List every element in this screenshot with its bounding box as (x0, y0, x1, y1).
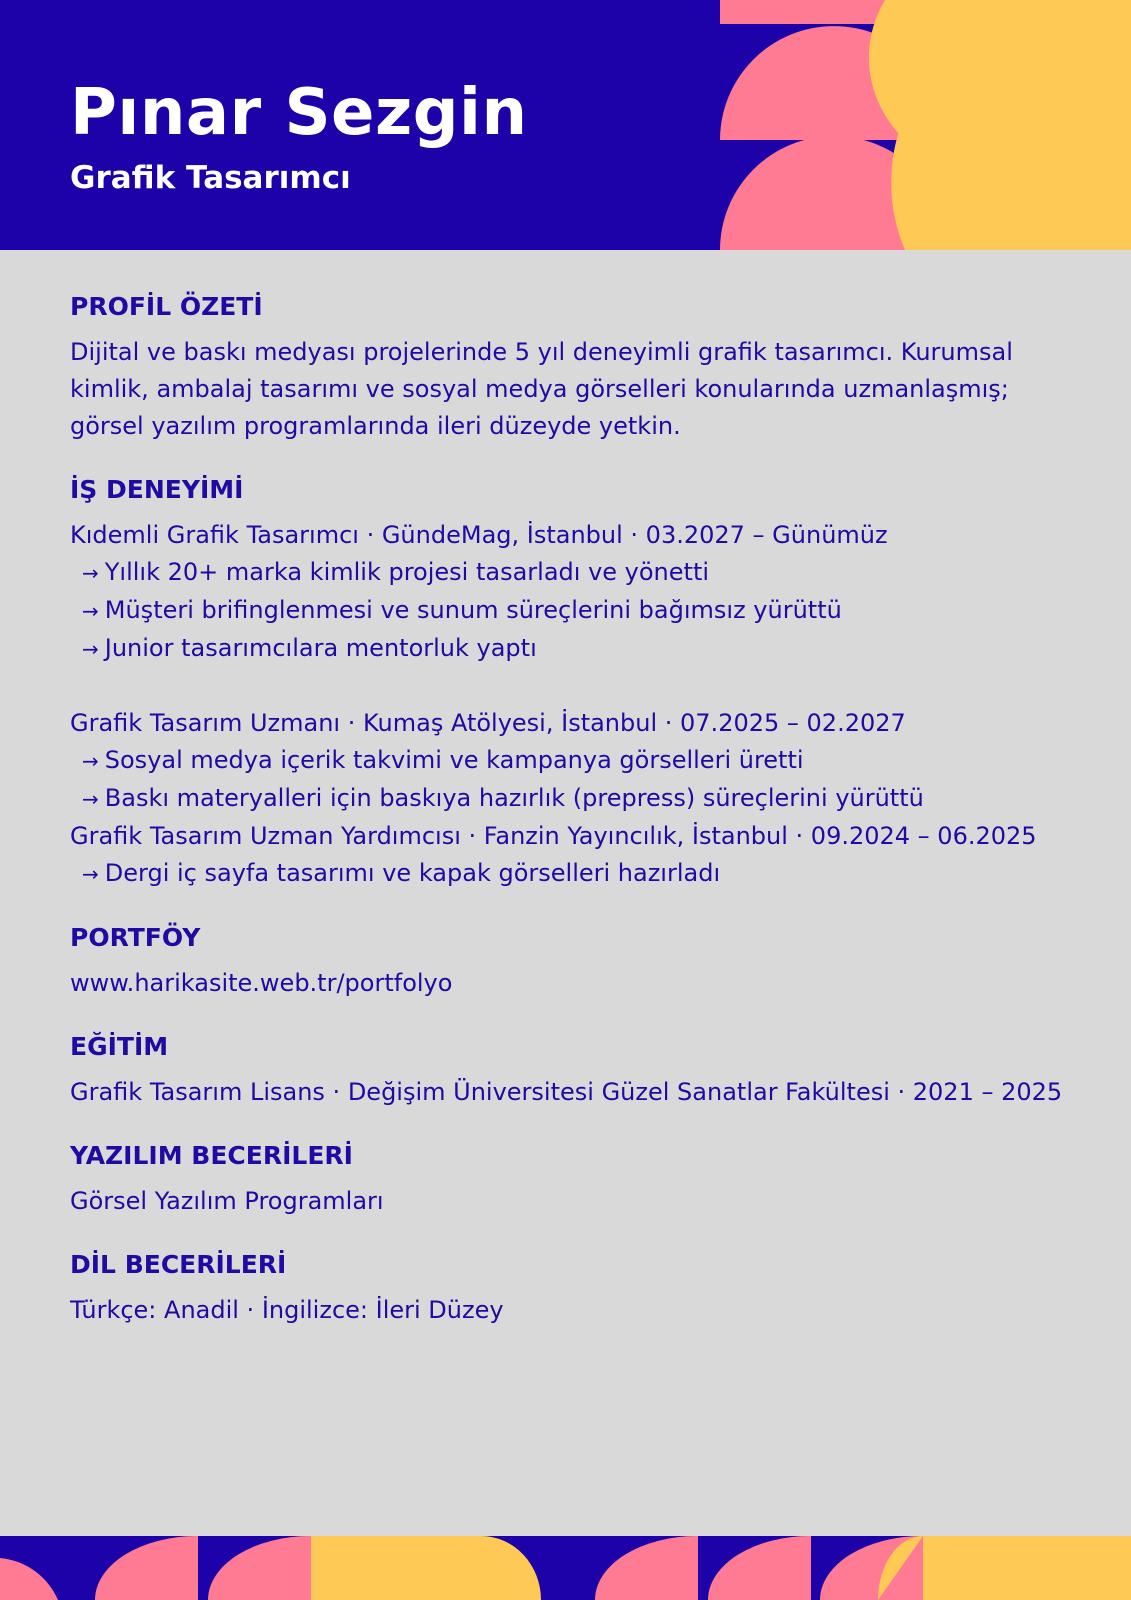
education-section (70, 1030, 1070, 1111)
arrow-icon: → (82, 787, 99, 811)
software-text: Görsel Yazılım Programları (70, 1187, 384, 1215)
experience-heading: İŞ DENEYİMİ (70, 475, 244, 504)
job-bullet: → Dergi iç sayfa tasarımı ve kapak görselleri hazırladı (82, 859, 721, 887)
education-text: Grafik Tasarım Lisans · Değişim Üniversitesi Güzel Sanatlar Fakültesi · 2021 – 2025 (70, 1078, 1063, 1106)
job-bullet: → Junior tasarımcılara mentorluk yaptı (82, 634, 537, 662)
footer-decoration (0, 1536, 1131, 1600)
job-bullet: → Baskı materyalleri için baskıya hazırlık (prepress) süreçlerini yürüttü (82, 784, 924, 812)
candidate-title: Grafik Tasarımcı (70, 160, 351, 196)
job-bullet: → Yıllık 20+ marka kimlik projesi tasarladı ve yönetti (82, 558, 710, 586)
job-entry (70, 818, 1070, 893)
arrow-icon: → (82, 561, 99, 585)
job-entry (70, 705, 1070, 818)
footer-banner (0, 1536, 1131, 1600)
profile-section (70, 290, 1070, 445)
portfolio-heading: PORTFÖY (70, 923, 201, 952)
job-title: Kıdemli Grafik Tasarımcı · GündeMag, İstanbul · 03.2027 – Günümüz (70, 521, 888, 549)
arrow-icon: → (82, 599, 99, 623)
software-heading: YAZILIM BECERİLERİ (70, 1141, 353, 1170)
experience-section (70, 473, 1070, 893)
software-section (70, 1139, 1070, 1220)
header-banner (0, 0, 1131, 250)
profile-heading: PROFİL ÖZETİ (70, 292, 263, 321)
portfolio-section (70, 921, 1070, 1002)
portfolio-link[interactable]: www.harikasite.web.tr/portfolyo (70, 969, 453, 997)
arrow-icon: → (82, 637, 99, 661)
arrow-icon: → (82, 862, 99, 886)
arrow-icon: → (82, 749, 99, 773)
job-title: Grafik Tasarım Uzman Yardımcısı · Fanzin Yayıncılık, İstanbul · 09.2024 – 06.2025 (70, 822, 1037, 850)
languages-heading: DİL BECERİLERİ (70, 1250, 287, 1279)
job-entry (70, 517, 1070, 668)
education-heading: EĞİTİM (70, 1032, 169, 1061)
languages-section (70, 1248, 1070, 1329)
candidate-name: Pınar Sezgin (70, 76, 528, 150)
languages-text: Türkçe: Anadil · İngilizce: İleri Düzey (70, 1296, 504, 1324)
job-bullet: → Sosyal medya içerik takvimi ve kampanya görselleri üretti (82, 746, 804, 774)
experience-list (70, 517, 1070, 893)
job-bullet: → Müşteri brifinglenmesi ve sunum süreçlerini bağımsız yürüttü (82, 596, 842, 624)
resume-content (70, 290, 1070, 1357)
job-title: Grafik Tasarım Uzmanı · Kumaş Atölyesi, İstanbul · 07.2025 – 02.2027 (70, 709, 906, 737)
profile-text: Dijital ve baskı medyası projelerinde 5 yıl deneyimli grafik tasarımcı. Kurumsal kimlik, ambalaj tasarımı ve sosyal medya görselleri konularında uzmanlaşmış; görsel yazılım programlarında ileri düzeyde yetkin. (70, 338, 1013, 440)
